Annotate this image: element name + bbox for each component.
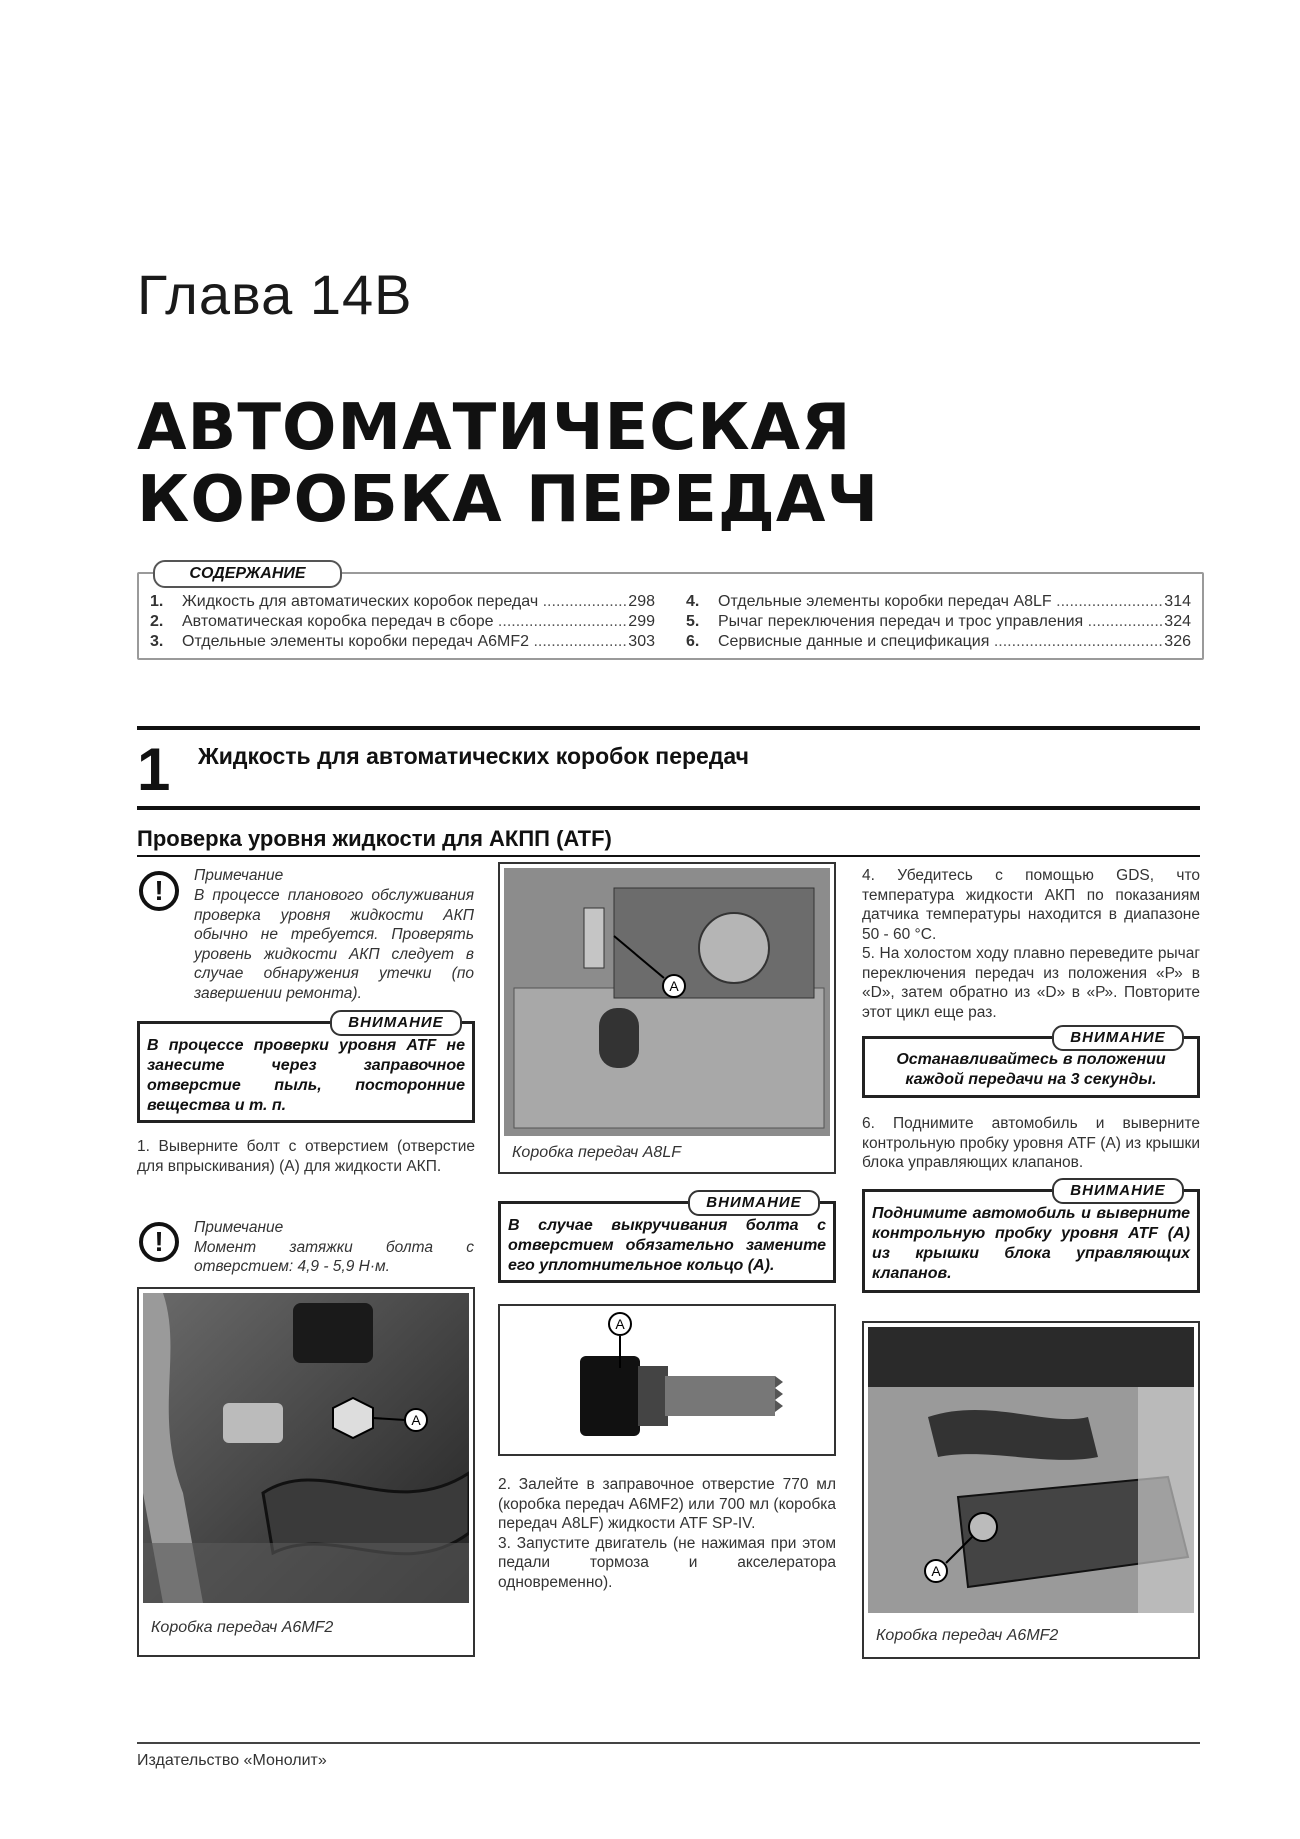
section-number: 1 (137, 736, 171, 803)
warning-text-4: Поднимите автомобиль и выверните контрольную пробку уровня ATF (А) из крышки блока управляющих клапанов. (872, 1205, 1190, 1282)
section-title: Жидкость для автоматических коробок передач (198, 743, 750, 769)
callout-marker-label: A (615, 1316, 625, 1332)
photo-under-car (868, 1327, 1194, 1613)
bracket (223, 1403, 283, 1443)
figure-caption: Коробка передач A6MF2 (151, 1619, 334, 1636)
subsection-rule (137, 855, 1200, 857)
connector (293, 1303, 373, 1363)
title-line-2: КОРОБКА ПЕРЕДАЧ (137, 463, 880, 537)
banjo-bolt-illustration (500, 1306, 834, 1454)
step-3: 3. Запустите двигатель (не нажимая при этом педали тормоза и акселератора одновременно). (498, 1534, 836, 1591)
note-1-text-top (194, 886, 474, 1003)
warning-text-3: Останавливайтесь в положении каждой передачи на 3 секунды. (896, 1051, 1166, 1088)
figure-caption: Коробка передач A6MF2 (876, 1627, 1059, 1644)
figure-banjo-bolt (498, 1304, 836, 1456)
sensor (699, 913, 769, 983)
contents-item[interactable]: 6. Сервисные данные и спецификация ..... 326 (686, 632, 1191, 652)
plug (599, 1008, 639, 1068)
callout-marker-label: A (411, 1412, 421, 1428)
chapter-label: Глава 14В (137, 263, 413, 326)
note-2-text: Момент затяжки болта с отверстием: 4,9 - 5,9 Н·м. (194, 1238, 474, 1275)
chapter-title (137, 392, 879, 536)
title-line-1: АВТОМАТИЧЕСКАЯ (137, 391, 852, 465)
contents-item[interactable]: 2. Автоматическая коробка передач в сборе ..... 299 (150, 612, 655, 632)
note-1-text: В процессе планового обслуживания проверка уровня жидкости АКП обычно не требуется. Проверять уровень жидкости АКП следует в случае обнаружения утечки (по завершении ремонта). (194, 887, 474, 1002)
contents-column-left (150, 592, 655, 652)
note-1 (194, 866, 474, 886)
note-1-title: Примечание (194, 867, 284, 884)
a8lf-illustration (504, 868, 830, 1136)
note-exclamation-icon: ! (139, 871, 179, 911)
step-5: 5. На холостом ходу плавно переведите рычаг переключения передач из положения «Р» в «D», затем обратно из «D» в «Р». Повторите этот цикл еще раз. (862, 945, 1200, 1021)
step-6: 6. Поднимите автомобиль и выверните контрольную пробку уровня ATF (А) из крышки блока управляющих клапанов. (862, 1115, 1200, 1171)
callout-marker-label: A (931, 1563, 941, 1579)
check-plug (969, 1513, 997, 1541)
contents-item[interactable]: 1. Жидкость для автоматических коробок передач ..... 298 (150, 592, 655, 612)
section-rule-top (137, 726, 1200, 730)
callout-marker-label: A (669, 978, 679, 994)
fill-bolt (584, 908, 604, 968)
under-car-illustration (868, 1327, 1194, 1613)
step-2: 2. Залейте в заправочное отверстие 770 мл (коробка передач A6MF2) или 700 мл (коробка передач A8LF) жидкости ATF SP-IV. (498, 1476, 836, 1532)
figure-a6mf2-engine-bay (137, 1287, 475, 1657)
steps-2-3 (498, 1475, 836, 1592)
step-4: 4. Убедитесь с помощью GDS, что температура жидкости АКП по показаниям датчика температуры находится в диапазоне 50 - 60 °С. (862, 867, 1200, 943)
contents-item[interactable]: 3. Отдельные элементы коробки передач A6MF2 ..... 303 (150, 632, 655, 652)
contents-label: СОДЕРЖАНИЕ (153, 560, 342, 588)
photo-engine-bay (143, 1293, 469, 1603)
note-2-title: Примечание (194, 1219, 284, 1236)
warning-label-4: ВНИМАНИЕ (1052, 1178, 1184, 1204)
step-1: 1. Выверните болт с отверстием (отверстие для впрыскивания) (А) для жидкости АКП. (137, 1138, 475, 1175)
frame-rail (1138, 1387, 1194, 1613)
note-exclamation-icon: ! (139, 1222, 179, 1262)
bolt-shank (665, 1376, 775, 1416)
bolt-collar (638, 1366, 668, 1426)
contents-item[interactable]: 4. Отдельные элементы коробки передач A8LF ..... 314 (686, 592, 1191, 612)
photo-a8lf (504, 868, 830, 1136)
steps-4-5 (862, 866, 1200, 1022)
warning-label-2: ВНИМАНИЕ (688, 1190, 820, 1216)
figure-a6mf2-under-car (862, 1321, 1200, 1659)
contents-column-right (686, 592, 1191, 652)
valve-body (514, 988, 824, 1128)
section-rule-bottom (137, 806, 1200, 810)
contents-item[interactable]: 5. Рычаг переключения передач и трос управления ..... 324 (686, 612, 1191, 632)
figure-caption: Коробка передач A8LF (512, 1144, 681, 1161)
lower-shadow (143, 1543, 469, 1603)
warning-text-1: В процессе проверки уровня ATF не занесите через заправочное отверстие пыль, посторонние вещества и т. п. (147, 1037, 465, 1114)
warning-label-3: ВНИМАНИЕ (1052, 1025, 1184, 1051)
warning-label-1: ВНИМАНИЕ (330, 1010, 462, 1036)
warning-text-2: В случае выкручивания болта с отверстием обязательно замените его уплотнительное кольцо (А). (508, 1217, 826, 1274)
publisher-footer: Издательство «Монолит» (137, 1752, 327, 1769)
subsection-title: Проверка уровня жидкости для АКПП (ATF) (137, 826, 612, 851)
engine-bay-illustration (143, 1293, 469, 1603)
bolt-head (580, 1356, 640, 1436)
note-2 (194, 1218, 474, 1277)
fill-bolt (333, 1398, 373, 1438)
underbody (868, 1327, 1194, 1387)
figure-a8lf-transmission (498, 862, 836, 1174)
footer-rule (137, 1742, 1200, 1744)
bolt-thread (775, 1376, 783, 1412)
